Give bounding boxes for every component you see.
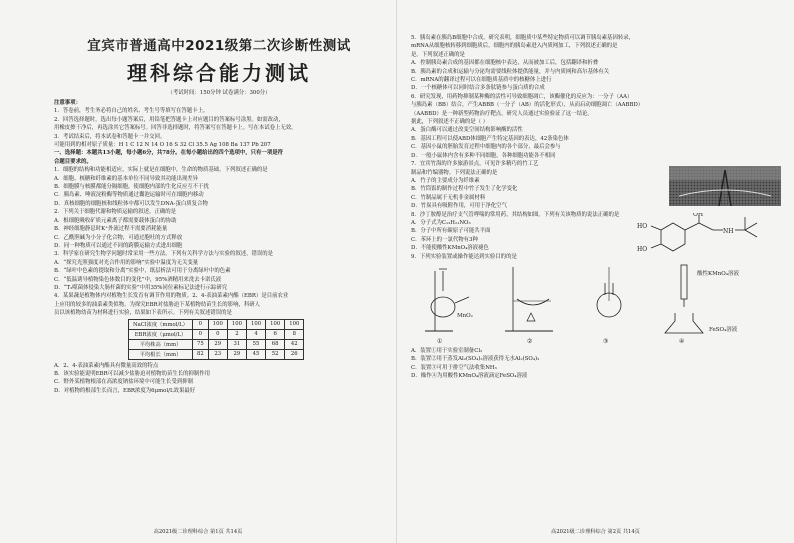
- question-7: 7．宜宾竹海的许多旅游景点，可见许多精巧的竹工艺: [411, 161, 539, 168]
- table-cell: 2: [227, 329, 246, 339]
- table-cell: 100: [246, 319, 265, 329]
- table-cell: 29: [208, 339, 227, 349]
- table-cell: 55: [246, 339, 265, 349]
- section-heading: 一、选择题：本题共13小题，每小题6分，共78分。在每小题给出的四个选项中，只有一项是符: [54, 150, 283, 157]
- table-row-label: 平均根长（mm）: [129, 349, 193, 359]
- kmno4-label: 酸性KMnO₄溶液: [697, 270, 739, 277]
- apparatus-1-number: ①: [437, 337, 443, 345]
- question-6: 6．研究发现，用药物抑制某种酶的活性可导致细胞凋亡，该酶催化的反应为：一分子（AA）: [411, 93, 633, 100]
- note-line: 3．考试结束后，将本试卷和答题卡一并交回。: [54, 133, 166, 140]
- option: D．真核细胞的细胞核和线粒体中都可以发生DNA-蛋白质复合物: [54, 200, 208, 207]
- ebr-table: [128, 319, 304, 360]
- page-2: [397, 0, 794, 543]
- option: C．胰岛素、唾液淀粉酶等物质通过囊泡运输时可在细胞内移动: [54, 192, 204, 199]
- oh-label: OH: [693, 212, 704, 218]
- lab-apparatus: [413, 261, 783, 347]
- option: A．根细胞吸收矿质元素离子都需要载体蛋白的协助: [54, 217, 177, 224]
- table-row: [129, 319, 304, 329]
- section-heading-cont: 合题目要求的。: [54, 158, 92, 165]
- table-cell: 100: [208, 319, 227, 329]
- table-row-label: EBR浓度（μmol/L）: [129, 329, 193, 339]
- table-cell: 45: [246, 349, 265, 359]
- notes-title: 注意事项：: [54, 100, 81, 106]
- feso4-label: FeSO₄溶液: [709, 326, 738, 333]
- option: B．竹筒饭的制作过程中竹子发生了化学变化: [411, 186, 518, 193]
- table-cell: 6: [266, 329, 285, 339]
- option: B．分子中所有碳原子可能共平面: [411, 228, 491, 235]
- question-8: 8．沙丁胺醇是治疗支气管哮喘的常用药，其结构如图。下列有关该物质的说法正确的是: [411, 211, 620, 218]
- table-cell: 52: [266, 349, 285, 359]
- table-cell: 29: [227, 349, 246, 359]
- question-6-cont: 与胰岛素（BB）结合，产生ABBB（一分子（AB）的活化形式），从而启动细胞凋亡（AABBD）: [411, 102, 644, 109]
- nh-label: NH: [723, 227, 734, 235]
- note-line: 1．答卷前，考生务必将自己的姓名、考生号等填写在答题卡上。: [54, 108, 209, 115]
- option: A．蛋白酶可以通过改变空间结构影响酶的活性: [411, 127, 523, 134]
- option: A．竹子的主要成分为纤维素: [411, 177, 480, 184]
- table-cell: 4: [246, 329, 265, 339]
- table-row: [129, 339, 304, 349]
- apparatus-1: [425, 269, 473, 345]
- option: A．分子式为C₁₃H₂₁NO₃: [411, 219, 471, 226]
- question-5: 5．胰岛素在胰岛B细胞中合成。研究表明，细胞质中某些特定物质可以调节胰岛素基因转录，: [411, 35, 635, 41]
- option: B．胰岛素的合成和运输与分泌均需要线粒体提供能量，并与内质网和高尔基体有关: [411, 68, 610, 75]
- page-footer: 高2021级二诊理科综合 第2页 共14页: [551, 529, 640, 535]
- apparatus-2: [505, 267, 553, 345]
- option: A．装置①用于实验室制备Cl₂: [411, 347, 483, 354]
- apparatus-3-number: ③: [603, 337, 609, 345]
- table-cell: 8: [285, 329, 304, 339]
- option: D．不能使酸性KMnO₄溶液褪色: [411, 245, 489, 252]
- option: D．“T₂噬菌体侵染大肠杆菌的实验”中用35%同位素标记法进行示踪研究: [54, 284, 228, 291]
- question-7-cont: 制品和竹编器物。下列说法正确的是: [411, 169, 498, 176]
- question-3: 3．科学家在研究生物学问题时常采用一些方法。下列有关科学方法与实验的叙述，错误的是: [54, 251, 274, 258]
- table-cell: 82: [192, 349, 208, 359]
- question-6-cont: （AABBD）是一种新型药物治疗靶点，研究人员通过实验验证了这一结论。: [411, 110, 593, 117]
- exam-title: 宜宾市普通高中2021级第二次诊断性测试: [87, 38, 351, 54]
- question-4: 4．某果蔬是植物体内对植物生长发育有调节作用的物质。2、4-表油菜素内酯（EBR）是目前农业: [54, 293, 289, 300]
- table-cell: 31: [227, 339, 246, 349]
- table-cell: 0: [208, 329, 227, 339]
- question-1: 1．细胞的结构和功能相适应，实际上就是在细胞中，生命的物质基础。下列叙述正确的是: [54, 167, 268, 174]
- note-line: 2．回答选择题时，选出每小题答案后，用铅笔把答题卡上对应题目的答案标号涂黑。如需改动，: [54, 116, 284, 123]
- option: C．苯环上的一氯代物有3种: [411, 236, 478, 243]
- table-cell: 42: [285, 339, 304, 349]
- table-cell: 0: [192, 329, 208, 339]
- apparatus-4-number: ④: [679, 337, 685, 345]
- option: D．同一种物质可以通过不同的跨膜运输方式进出细胞: [54, 242, 183, 249]
- option: A．2、4-表油菜素内酯具有微量高效的特点: [54, 362, 159, 369]
- option: A．控制胰岛素合成的基因都在细胞核中表达，从而被加工后，包括翻译和折叠: [411, 60, 599, 67]
- option: B．“绿叶中色素的提取和分离”实验中，纸层析法可用于分离绿叶中的色素: [54, 268, 231, 275]
- option: C．乙酰胆碱为小分子化合物，可通过胞吐的方式释放: [54, 234, 183, 241]
- option: D．操作④为用酸性KMnO₄溶液滴定FeSO₄溶液: [411, 373, 528, 380]
- option: A．“探究光照强度对光合作用的影响”实验中温度为无关变量: [54, 259, 199, 266]
- option: C．mRNA的翻译过程可以在细胞质基质中的核糖体上进行: [411, 77, 552, 84]
- table-cell: 100: [285, 319, 304, 329]
- mno2-label: MnO₂: [457, 312, 473, 319]
- table-cell: 0: [192, 319, 208, 329]
- ho-label-bottom: HO: [637, 245, 648, 253]
- salbutamol-structure: [633, 213, 783, 259]
- option: D．对植物的根部生长而言，EBR浓度为6μmol/L效果最好: [54, 387, 196, 394]
- apparatus-2-number: ②: [527, 337, 533, 345]
- table-cell: 100: [227, 319, 246, 329]
- question-2: 2．下列关于细胞代谢和物质运输的叙述，正确的是: [54, 209, 177, 216]
- table-row-label: 平均株高（mm）: [129, 339, 193, 349]
- apparatus-4: [665, 265, 739, 345]
- table-cell: 26: [285, 349, 304, 359]
- option: A．细胞、核糖和纤维素的基本单位不同导致其功能出现差异: [54, 175, 199, 182]
- option: C．竹制品属于无机非金属材料: [411, 194, 486, 201]
- table-row-label: NaCl浓度（mmol/L）: [129, 319, 193, 329]
- option: B．装置②用于蒸发Al₂(SO₄)₃溶液获得无水Al₂(SO₄)₃: [411, 356, 540, 363]
- option: B．细胞膜与核膜都能分隔细胞，使细胞内部的生化反应互不干扰: [54, 184, 209, 191]
- table-cell: 100: [266, 319, 285, 329]
- table-cell: 23: [208, 349, 227, 359]
- question-4-cont: 上应用的较多的油菜素类似物。为探究EBR对盐胁迫下某植物幼苗生长的影响，科研人: [54, 301, 261, 308]
- option: C．基因小鼠的胚胎发育过程中细胞内的各个部分，最后会参与: [411, 144, 561, 151]
- ho-label-top: HO: [637, 222, 648, 230]
- option: B．神经细胞静息时K⁺外流过程不需要消耗能量: [54, 226, 168, 233]
- exam-meta: （考试时间：150分钟 试卷满分：300分）: [167, 90, 271, 96]
- question-5-cont: mRNA从细胞核转移到细胞质后，细胞内的胰岛素进入内质网加工，下列叙述正确的是: [411, 43, 618, 50]
- atomic-masses: 可能用到的相对原子质量：H 1 C 12 N 14 O 16 S 32 Cl 35.5 Ag 108 Ba 137 Pb 207: [54, 142, 271, 149]
- page-footer: 高2021级二诊理科综合 第1页 共14页: [153, 529, 243, 535]
- table-row: [129, 349, 304, 359]
- option: C．野外某植物根部在高浓度钠盐环境中可能生长受到抑制: [54, 379, 193, 386]
- question-9: 9．下列实验装置或操作能达到实验目的的是: [411, 253, 517, 260]
- table-row: [129, 329, 304, 339]
- table-cell: 75: [192, 339, 208, 349]
- table-cell: 68: [266, 339, 285, 349]
- question-4-cont: 员以该植物幼苗为材料进行实验，结果如下表所示。下列有关叙述错误的是: [54, 310, 232, 317]
- question-6-cont: 据此，下列叙述不正确的是（ ）: [411, 119, 489, 126]
- bamboo-photo: [669, 166, 781, 206]
- option: B．基因工程可以使ABD体细胞产生特定基因的表达，42条染色体: [411, 135, 569, 142]
- option: D．一个核糖体可以同时结合多条肽链参与蛋白质的合成: [411, 85, 545, 92]
- note-line: 用橡皮擦干净后，再选涂其它答案标号。回答非选择题时，将答案写在答题卡上。写在本试卷上无效。: [54, 125, 297, 132]
- option: C．装置③可用于排空气法收集NH₃: [411, 364, 497, 371]
- option: D．竹炭具有吸附作用，可用于净化空气: [411, 203, 507, 210]
- apparatus-3: [597, 267, 621, 345]
- option: C．“低温诱导植物染色体数目的变化”中，95%酒精用来洗去卡诺氏液: [54, 276, 222, 283]
- question-5-cont: 是。下列叙述正确的是: [411, 51, 465, 58]
- option: B．该实验能说明EBR可以减少盐胁迫对植物幼苗生长的抑制作用: [54, 370, 211, 377]
- exam-subject: 理科综合能力测试: [127, 61, 311, 85]
- option: D．一般小鼠体内含有多种不同细胞，各种细胞功能各不相同: [411, 152, 556, 159]
